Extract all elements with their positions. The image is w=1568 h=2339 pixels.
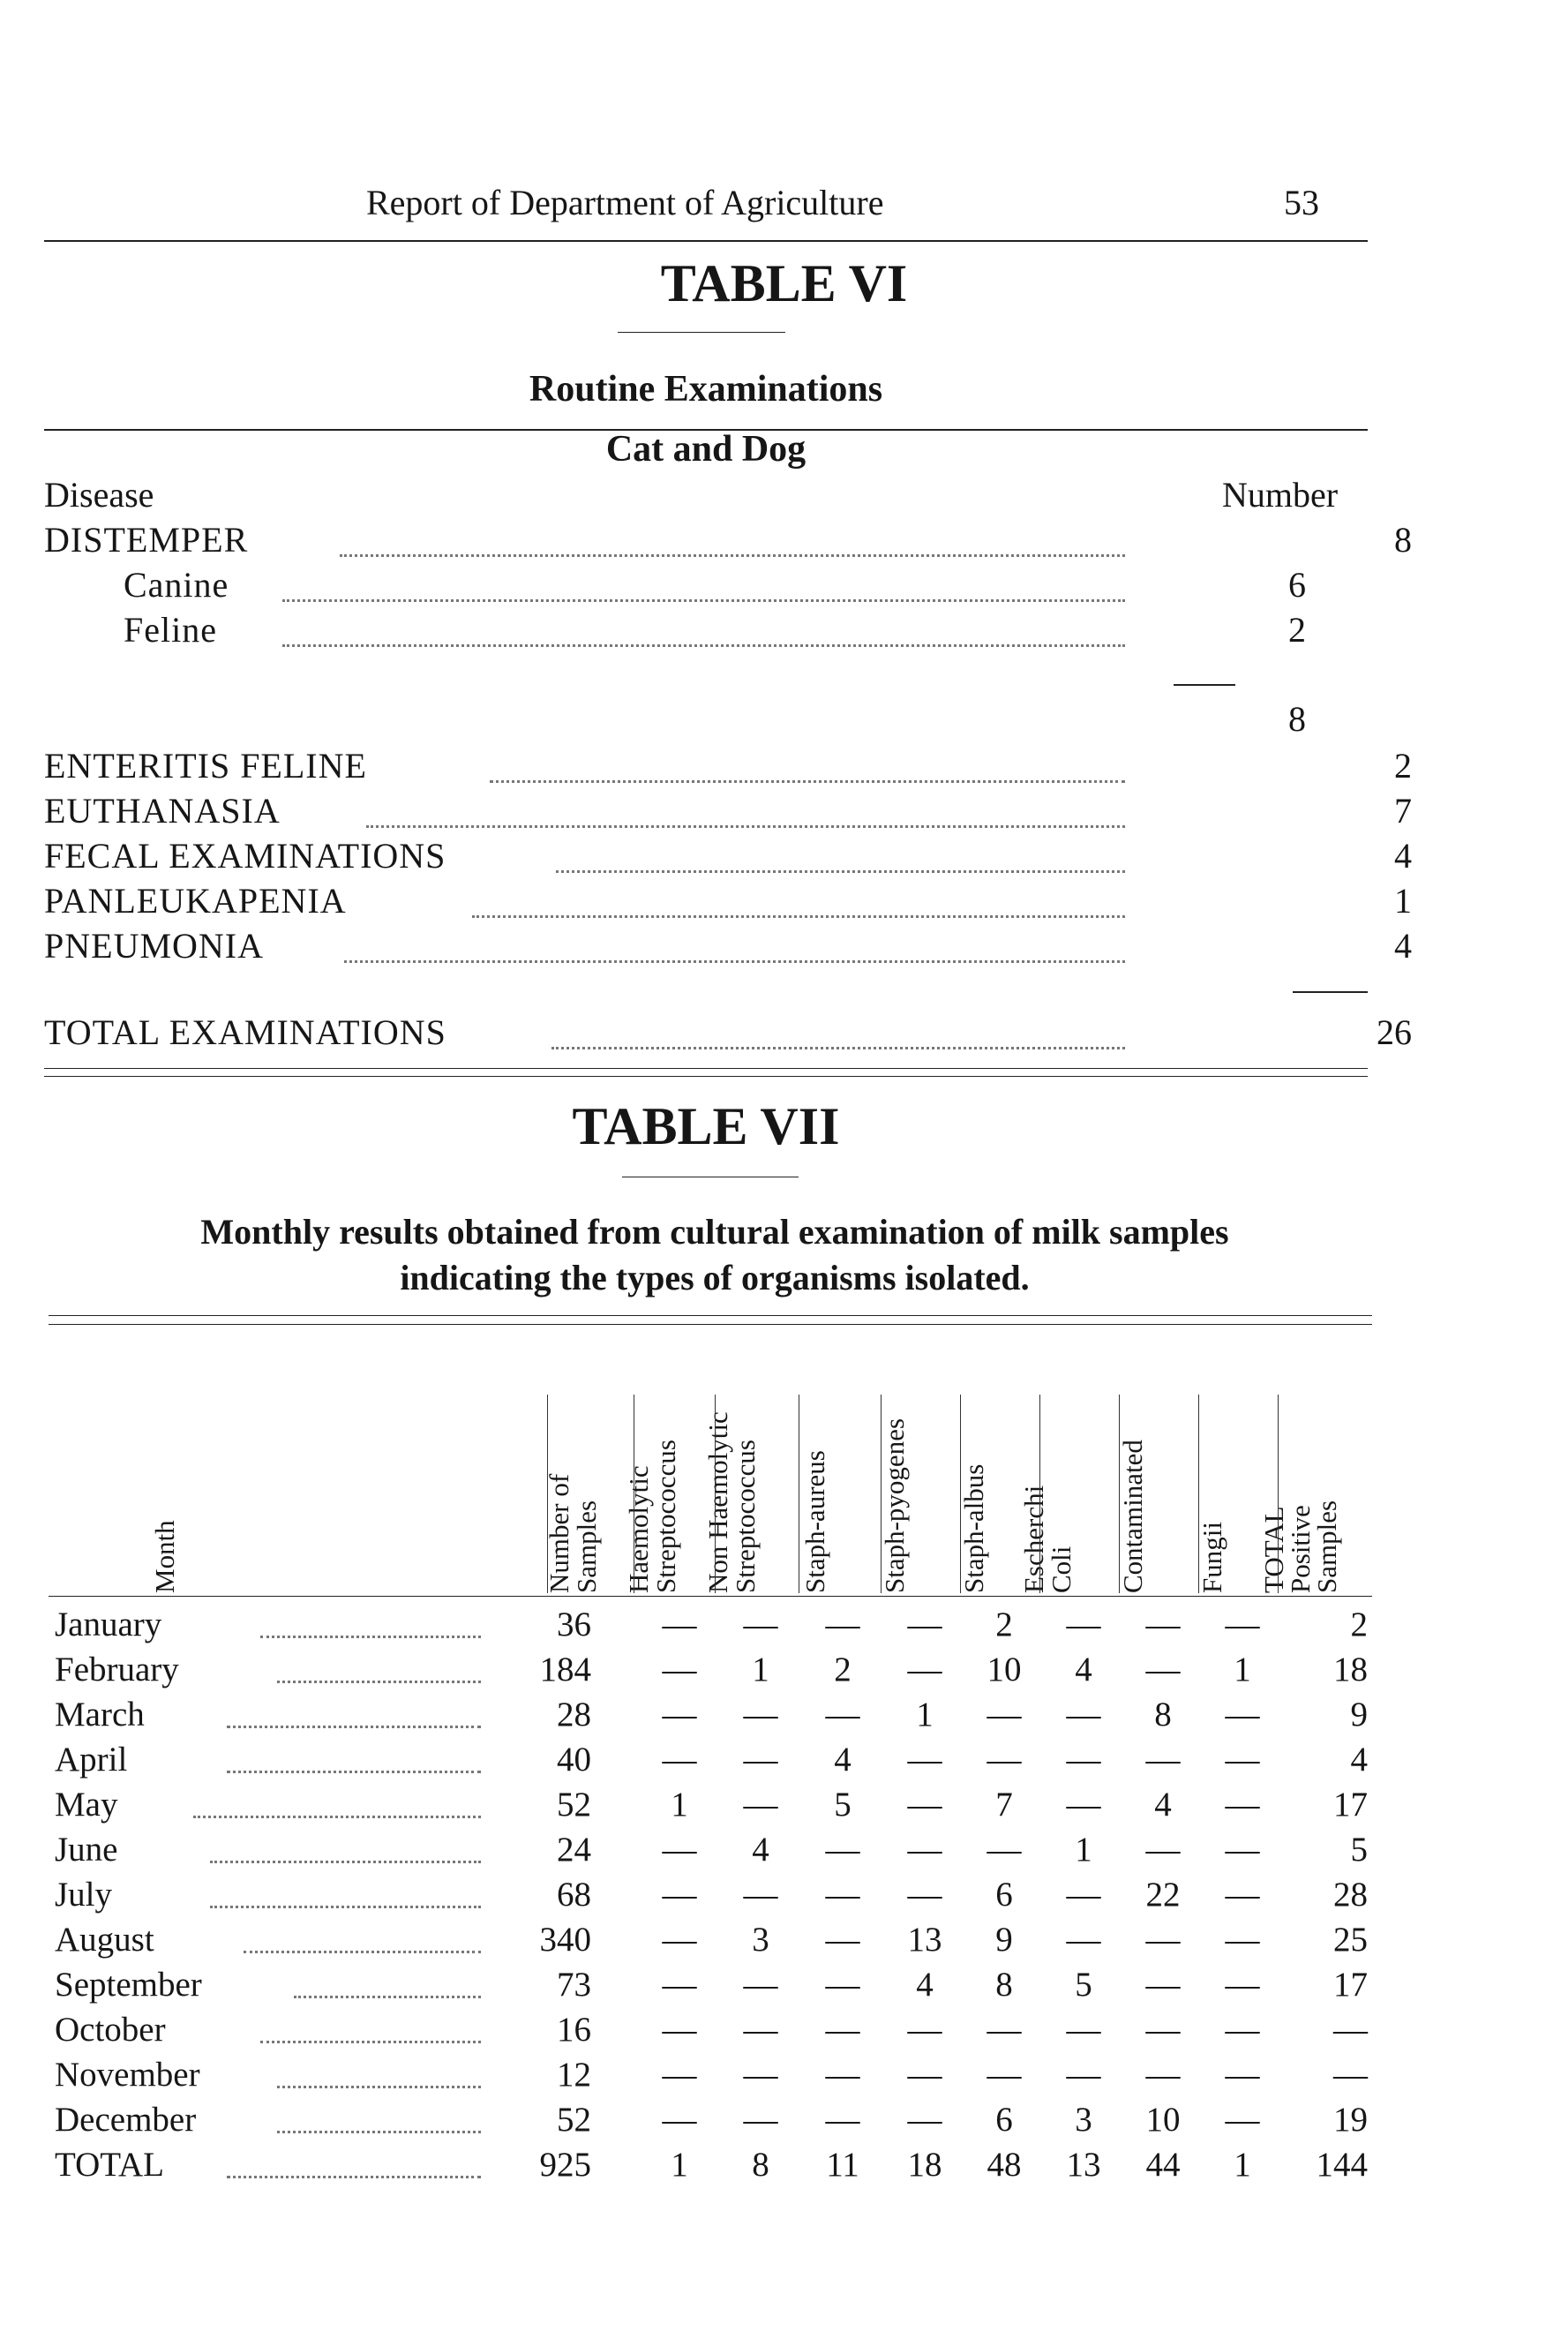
table-cell: — (1145, 1741, 1181, 1779)
leader-dots (260, 1636, 481, 1638)
table-cell: — (825, 1606, 860, 1643)
table-cell: — (1225, 2056, 1260, 2094)
table-cell: — (1066, 1921, 1101, 1959)
table-row (0, 2142, 1368, 2187)
month-label: July (55, 1876, 113, 1914)
table-cell: — (1145, 1831, 1181, 1869)
table-cell: — (1145, 2056, 1181, 2094)
table7-top-rule (49, 1315, 1372, 1316)
table-cell: — (662, 2101, 697, 2139)
table-row (0, 2097, 1368, 2142)
table-cell: 10 (1145, 2101, 1181, 2139)
table-cell: 10 (987, 1651, 1022, 1688)
table-cell: — (1333, 2011, 1368, 2049)
leader-dots (260, 2041, 481, 2043)
header-contaminated: Contaminated (1117, 1440, 1148, 1593)
table-cell: 925 (539, 2146, 591, 2184)
col-divider (1198, 1395, 1199, 1593)
table7-caption-line1: Monthly results obtained from cultural examination of milk samples (200, 1212, 1229, 1252)
col-divider (1278, 1395, 1279, 1593)
table-cell: 13 (907, 1921, 942, 1959)
table-cell: — (825, 1876, 860, 1914)
table-cell: 8 (995, 1966, 1013, 2004)
row-value: 4 (1394, 926, 1412, 966)
table-cell: 68 (557, 1876, 591, 1914)
table-cell: — (825, 1831, 860, 1869)
leader-dots (244, 1951, 481, 1953)
leader-dots (210, 1861, 481, 1863)
table-cell: 1 (1075, 1831, 1092, 1869)
leader-dots (551, 1047, 1125, 1049)
table-cell: — (987, 2011, 1022, 2049)
table-cell: 28 (557, 1696, 591, 1734)
header-non-haemolytic-1: Non Haemolytic (702, 1411, 733, 1593)
table-cell: 184 (539, 1651, 591, 1688)
header-escherchi-2: Coli (1046, 1546, 1077, 1593)
leader-dots (277, 2086, 481, 2088)
subtotal-value: 8 (1288, 699, 1306, 739)
table-cell: — (662, 1921, 697, 1959)
table-cell: 9 (1350, 1696, 1368, 1734)
leader-dots (472, 915, 1125, 918)
col-divider (715, 1395, 716, 1593)
table-cell: 13 (1066, 2146, 1101, 2184)
table-cell: — (662, 2056, 697, 2094)
month-label: May (55, 1786, 118, 1824)
table-cell: 8 (1154, 1696, 1172, 1734)
row-label: PNEUMONIA (44, 926, 264, 966)
table-row (0, 1782, 1368, 1827)
table-cell: 18 (1333, 1651, 1368, 1688)
row-value: 6 (1288, 565, 1306, 605)
table-cell: — (907, 2056, 942, 2094)
leader-dots (210, 1906, 481, 1908)
table-cell: 25 (1333, 1921, 1368, 1959)
header-samples-1: Number of (544, 1473, 574, 1593)
table-cell: — (743, 2011, 778, 2049)
table-cell: 2 (995, 1606, 1013, 1643)
month-label: October (55, 2011, 166, 2049)
table-cell: 8 (752, 2146, 769, 2184)
leader-dots (277, 1681, 481, 1683)
header-non-haemolytic-2: Streptococcus (730, 1440, 761, 1593)
col-divider (960, 1395, 961, 1593)
table-cell: 44 (1145, 2146, 1181, 2184)
table-cell: — (743, 2101, 778, 2139)
subtotal-rule (1174, 684, 1235, 686)
leader-dots (227, 1726, 481, 1728)
header-haemolytic-1: Haemolytic (623, 1465, 654, 1593)
table-cell: 4 (916, 1966, 934, 2004)
leader-dots (490, 780, 1125, 783)
table-cell: — (987, 1741, 1022, 1779)
row-label: FECAL EXAMINATIONS (44, 836, 446, 876)
table-cell: — (743, 1876, 778, 1914)
col-divider (881, 1395, 882, 1593)
table-cell: — (1145, 1921, 1181, 1959)
total-rule (1293, 991, 1368, 993)
table-cell: 28 (1333, 1876, 1368, 1914)
table-cell: 17 (1333, 1966, 1368, 2004)
month-label: April (55, 1741, 128, 1779)
table-cell: — (662, 1966, 697, 2004)
table7-caption-line2: indicating the types of organisms isolated. (400, 1258, 1030, 1297)
table7-title: TABLE VII (572, 1097, 840, 1155)
table-cell: — (1145, 1606, 1181, 1643)
table-cell: 18 (907, 2146, 942, 2184)
table-cell: 5 (1075, 1966, 1092, 2004)
table-cell: — (1145, 2011, 1181, 2049)
table6-subheading: Cat and Dog (605, 429, 807, 470)
table-cell: — (743, 1696, 778, 1734)
table-cell: — (743, 2056, 778, 2094)
month-label: January (55, 1606, 162, 1643)
table-cell: 340 (539, 1921, 591, 1959)
table-cell: 52 (557, 1786, 591, 1824)
table-cell: — (907, 1741, 942, 1779)
table-cell: 73 (557, 1966, 591, 2004)
leader-dots (282, 599, 1125, 602)
table-cell: — (825, 2101, 860, 2139)
row-label: PANLEUKAPENIA (44, 881, 347, 921)
table-cell: — (907, 1606, 942, 1643)
table-row (0, 2007, 1368, 2052)
table6-subtitle: Routine Examinations (529, 369, 883, 410)
col-divider (547, 1395, 548, 1593)
table-cell: — (1225, 2011, 1260, 2049)
table-cell: — (825, 2011, 860, 2049)
table-row (0, 1962, 1368, 2007)
table-cell: — (825, 1921, 860, 1959)
table-cell: 6 (995, 2101, 1013, 2139)
table-cell: 1 (752, 1651, 769, 1688)
table-cell: — (825, 1966, 860, 2004)
table-cell: 4 (1154, 1786, 1172, 1824)
table-row (0, 1647, 1368, 1692)
row-label: DISTEMPER (44, 520, 249, 560)
table-row (0, 1872, 1368, 1917)
leader-dots (556, 870, 1125, 873)
col-number: Number (1222, 475, 1339, 515)
running-title: Report of Department of Agriculture (366, 183, 884, 222)
table-cell: — (1225, 1741, 1260, 1779)
table-cell: 36 (557, 1606, 591, 1643)
table-cell: — (662, 1876, 697, 1914)
table-cell: 24 (557, 1831, 591, 1869)
table-cell: — (1333, 2056, 1368, 2094)
row-value: 1 (1394, 881, 1412, 921)
table-cell: 4 (1350, 1741, 1368, 1779)
month-label: TOTAL (55, 2146, 164, 2184)
table-row (0, 1602, 1368, 1647)
header-rule (44, 240, 1368, 242)
table-cell: 12 (557, 2056, 591, 2094)
table-cell: — (662, 1606, 697, 1643)
table-cell: 9 (995, 1921, 1013, 1959)
table-cell: — (987, 2056, 1022, 2094)
header-haemolytic-2: Streptococcus (650, 1440, 681, 1593)
table-cell: — (1066, 1606, 1101, 1643)
table-cell: 48 (987, 2146, 1022, 2184)
table-cell: — (743, 1741, 778, 1779)
table-cell: 7 (995, 1786, 1013, 1824)
leader-dots (344, 960, 1125, 963)
leader-dots (366, 825, 1125, 828)
table-cell: — (1145, 1966, 1181, 2004)
table-cell: 5 (834, 1786, 852, 1824)
table-cell: 1 (1234, 2146, 1251, 2184)
table-cell: — (907, 2101, 942, 2139)
table-row (0, 1917, 1368, 1962)
table-cell: — (907, 1651, 942, 1688)
table-cell: — (907, 1831, 942, 1869)
leader-dots (227, 2176, 481, 2178)
header-escherchi-1: Escherchi (1018, 1485, 1049, 1593)
table-cell: 52 (557, 2101, 591, 2139)
table-cell: — (987, 1696, 1022, 1734)
table7-header-row (0, 1324, 1568, 1593)
leader-dots (282, 644, 1125, 647)
table-cell: — (907, 1876, 942, 1914)
month-label: December (55, 2101, 197, 2139)
header-total-1: TOTAL (1258, 1506, 1289, 1593)
table-cell: — (743, 1966, 778, 2004)
table-cell: — (1066, 1876, 1101, 1914)
header-staph-pyogenes: Staph-pyogenes (879, 1418, 910, 1593)
row-value: 2 (1288, 610, 1306, 650)
table-cell: 1 (671, 2146, 688, 2184)
table-cell: 19 (1333, 2101, 1368, 2139)
col-divider (1119, 1395, 1120, 1593)
row-value: 8 (1394, 520, 1412, 560)
table-cell: — (662, 1651, 697, 1688)
col-disease: Disease (44, 475, 154, 515)
table-cell: 5 (1350, 1831, 1368, 1869)
table6-bottom-rule-2 (44, 1076, 1368, 1077)
header-fungii: Fungii (1197, 1522, 1227, 1593)
table-row (0, 1692, 1368, 1737)
table-cell: 3 (1075, 2101, 1092, 2139)
table-cell: 11 (826, 2146, 859, 2184)
table-cell: — (1225, 1876, 1260, 1914)
table-cell: 6 (995, 1876, 1013, 1914)
month-label: June (55, 1831, 118, 1869)
table-cell: 22 (1145, 1876, 1181, 1914)
header-samples-2: Samples (571, 1500, 602, 1593)
month-label: November (55, 2056, 200, 2094)
header-staph-albus: Staph-albus (958, 1463, 989, 1593)
table-cell: — (662, 2011, 697, 2049)
table-row (0, 1827, 1368, 1872)
table-cell: 144 (1316, 2146, 1368, 2184)
header-staph-aureus: Staph-aureus (799, 1450, 830, 1593)
table-cell: 3 (752, 1921, 769, 1959)
row-label: ENTERITIS FELINE (44, 746, 367, 786)
col-divider (1039, 1395, 1040, 1593)
header-month: Month (149, 1520, 180, 1593)
table-cell: 40 (557, 1741, 591, 1779)
table-cell: — (907, 1786, 942, 1824)
month-label: September (55, 1966, 202, 2004)
table6-column-headers (44, 473, 1368, 517)
table-cell: — (1225, 1696, 1260, 1734)
leader-dots (340, 554, 1125, 557)
table-cell: — (743, 1786, 778, 1824)
table-cell: 1 (916, 1696, 934, 1734)
table-cell: — (1225, 1831, 1260, 1869)
table-cell: — (743, 1606, 778, 1643)
table-cell: — (825, 1696, 860, 1734)
leader-dots (277, 2131, 481, 2133)
table-cell: — (825, 2056, 860, 2094)
table-cell: — (1066, 1696, 1101, 1734)
table-cell: 2 (834, 1651, 852, 1688)
table-cell: — (1225, 2101, 1260, 2139)
table-cell: — (662, 1831, 697, 1869)
row-label: TOTAL EXAMINATIONS (44, 1012, 446, 1052)
table6-bottom-rule (44, 1068, 1368, 1069)
table-cell: 1 (671, 1786, 688, 1824)
table-cell: — (662, 1696, 697, 1734)
leader-dots (193, 1816, 481, 1818)
table-cell: — (907, 2011, 942, 2049)
table-row (0, 2052, 1368, 2097)
table-cell: — (1225, 1786, 1260, 1824)
table7-header-rule (49, 1596, 1372, 1597)
table-cell: — (1225, 1921, 1260, 1959)
table-cell: — (1066, 2011, 1101, 2049)
page-number: 53 (1284, 183, 1319, 222)
table-cell: — (1145, 1651, 1181, 1688)
leader-dots (227, 1771, 481, 1773)
row-value: 2 (1394, 746, 1412, 786)
table-cell: — (1066, 1741, 1101, 1779)
table-cell: — (662, 1741, 697, 1779)
table-cell: 4 (752, 1831, 769, 1869)
month-label: March (55, 1696, 145, 1734)
table-cell: 1 (1234, 1651, 1251, 1688)
row-value: 4 (1394, 836, 1412, 876)
table6-title: TABLE VI (660, 254, 908, 312)
table-cell: 4 (834, 1741, 852, 1779)
table-cell: 2 (1350, 1606, 1368, 1643)
table-cell: 4 (1075, 1651, 1092, 1688)
header-total-3: Samples (1311, 1500, 1342, 1593)
table-cell: — (1225, 1966, 1260, 2004)
row-label: Canine (124, 565, 229, 605)
header-total-2: Positive (1285, 1505, 1316, 1593)
table-cell: 17 (1333, 1786, 1368, 1824)
leader-dots (294, 1996, 481, 1998)
row-label: EUTHANASIA (44, 791, 281, 831)
table-cell: — (1066, 1786, 1101, 1824)
month-label: August (55, 1921, 154, 1959)
table-cell: — (1225, 1606, 1260, 1643)
table-cell: 16 (557, 2011, 591, 2049)
table-row (0, 1737, 1368, 1782)
row-value: 7 (1394, 791, 1412, 831)
table-cell: — (1066, 2056, 1101, 2094)
table-cell: — (987, 1831, 1022, 1869)
month-label: February (55, 1651, 179, 1688)
table6-title-underline (618, 332, 785, 333)
row-value: 26 (1377, 1012, 1412, 1052)
table6-subtotal (44, 697, 1368, 741)
row-label: Feline (124, 610, 217, 650)
